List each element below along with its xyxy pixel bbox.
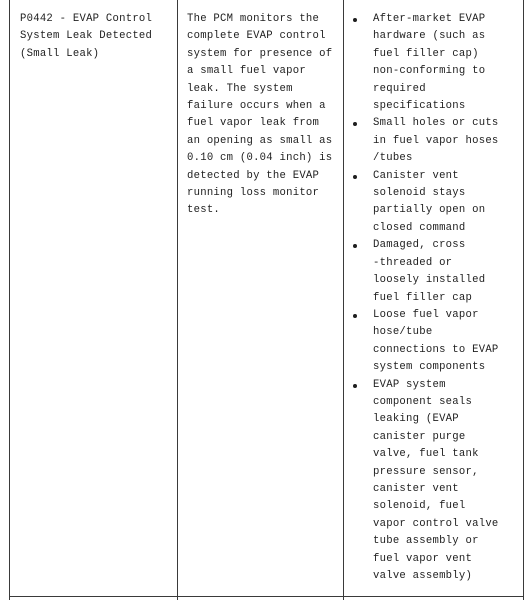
row-divider-bottom [9, 596, 524, 597]
bullet-icon [353, 175, 357, 179]
bullet-icon [353, 384, 357, 388]
dtc-description-cell: The PCM monitors the complete EVAP control system for presence of a small fuel vapor leak. The system failure occurs when a fuel vapor leak from an opening as small as 0.10 cm (0.04 inch) is detected by the EVAP running loss monitor test. [187, 13, 333, 217]
table-border-right [523, 0, 524, 600]
bullet-icon [353, 244, 357, 248]
cause-item [353, 237, 513, 307]
cause-text: Loose fuel vapor hose/tube connections to EVAP system components [373, 308, 499, 374]
bullet-icon [353, 122, 357, 126]
possible-causes-list [353, 11, 513, 585]
bullet-icon [353, 314, 357, 318]
cause-item [353, 115, 513, 167]
table-border-left [9, 0, 10, 600]
cause-text: Small holes or cuts in fuel vapor hoses /tubes [373, 117, 499, 165]
cause-text: After-market EVAP hardware (such as fuel filler cap) non-conforming to required specifications [373, 13, 486, 113]
cause-item [353, 307, 513, 377]
cause-item [353, 11, 513, 115]
dtc-code-cell: P0442 - EVAP Control System Leak Detected (Small Leak) [20, 13, 153, 60]
cause-item [353, 377, 513, 586]
column-divider-1 [177, 0, 178, 600]
column-divider-2 [343, 0, 344, 600]
cause-item [353, 168, 513, 238]
cause-text: EVAP system component seals leaking (EVAP canister purge valve, fuel tank pressure sensor, canister vent solenoid, fuel vapor control valve tube assembly or fuel vapor vent valve assembly) [373, 378, 499, 582]
bullet-icon [353, 18, 357, 22]
cause-text: Canister vent solenoid stays partially open on closed command [373, 169, 486, 234]
cause-text: Damaged, cross -threaded or loosely installed fuel filler cap [373, 239, 486, 304]
